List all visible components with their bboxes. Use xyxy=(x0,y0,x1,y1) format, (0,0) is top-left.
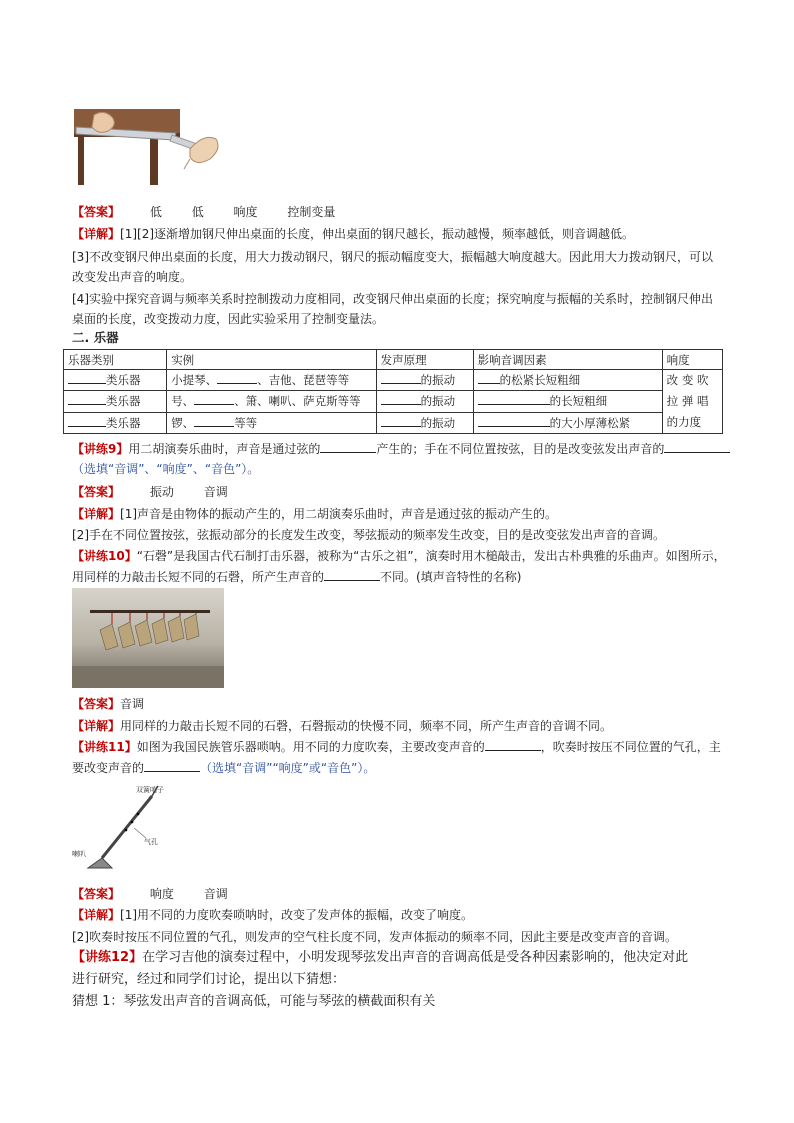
question-11-line2 xyxy=(72,760,375,776)
answer-item: 音调 xyxy=(203,485,228,499)
detail-row-10 xyxy=(72,718,612,734)
table-header: 实例 xyxy=(167,350,376,370)
detail-row-11 xyxy=(72,907,473,923)
suona-figure xyxy=(72,782,192,874)
detail-text: [2]吹奏时按压不同位置的气孔，则发声的空气柱长度不同，发声体振动的频率不同，因此主要是改变声音的音调。 xyxy=(72,930,678,944)
question-text: 产生的；手在不同位置按弦，目的是改变弦发出声音的 xyxy=(376,442,665,456)
detail-text: [4]实验中探究音调与频率关系时控制拨动力度相同，改变钢尺伸出桌面的长度；探究响度与振幅的关系时，控制钢尺伸出桌面的长度，改变拨动力度，因此实验采用了控制变量法。 xyxy=(72,292,714,326)
detail-label: 【详解】 xyxy=(72,227,121,241)
table-cell: 改 变 吹 xyxy=(666,373,709,387)
table-header: 影响音调因素 xyxy=(473,350,662,370)
detail-label: 【详解】 xyxy=(72,719,121,733)
question-text: 用二胡演奏乐曲时，声音是通过弦的 xyxy=(128,442,321,456)
question-options: （选填“音调”“响度”或“音色”）。 xyxy=(200,761,376,775)
table-cell: 锣、 xyxy=(171,415,195,430)
answer-item: 控制变量 xyxy=(287,205,336,219)
answer-label: 【答案】 xyxy=(72,887,121,901)
table-header-row xyxy=(64,350,723,370)
detail-row-9 xyxy=(72,506,557,522)
question-text: “石磬”是我国古代石制打击乐器，被称为“古乐之祖”，演奏时用木槌敲击，发出古朴典雅的乐曲声。如图所示， xyxy=(136,549,726,563)
question-options: （选填“音调”、“响度”、“音色”）。 xyxy=(72,462,260,476)
detail-text: [2]手在不同位置按弦，弦振动部分的长度发生改变，琴弦振动的频率发生改变，目的是改变弦发出声音的音调。 xyxy=(72,528,666,542)
answer-row-10 xyxy=(72,696,144,712)
table-cell: 的振动 xyxy=(420,394,456,409)
table-cell: 类乐器 xyxy=(106,415,141,430)
table-header: 响度 xyxy=(662,350,722,370)
question-11 xyxy=(72,739,721,755)
table-cell: 的力度 xyxy=(666,415,702,429)
question-12 xyxy=(72,950,688,966)
answer-item: 低 xyxy=(191,205,204,219)
question-text: 如图为我国民族管乐器唢呐。用不同的力度吹奏，主要改变声音的 xyxy=(136,740,485,754)
table-cell: 的长短粗细 xyxy=(549,394,608,409)
answer-row-9 xyxy=(72,484,228,500)
answer-label: 【答案】 xyxy=(72,205,121,219)
detail-text: 用同样的力敲击长短不同的石磬，石磬振动的快慢不同，频率不同，所产生声音的音调不同。 xyxy=(120,719,613,733)
section-title: 二. 乐器 xyxy=(72,330,119,345)
answer-item: 响度 xyxy=(149,887,174,901)
stone-chime-photo xyxy=(72,588,224,688)
table-cell: 的振动 xyxy=(420,415,456,430)
figure-label: 喇叭 xyxy=(72,850,86,858)
table-cell: 的大小厚薄松紧 xyxy=(549,415,631,430)
table-cell: 类乐器 xyxy=(106,373,141,388)
question-text: ，吹奏时按压不同位置的气孔，主 xyxy=(540,740,721,754)
detail-text: [3]不改变钢尺伸出桌面的长度，用大力拨动钢尺，钢尺的振动幅度变大，振幅越大响度越大。因此用大力拨动钢尺，可以改变发出声音的响度。 xyxy=(72,250,714,284)
answer-row-11 xyxy=(72,886,228,902)
table-row xyxy=(64,370,723,391)
table-header: 发声原理 xyxy=(376,350,473,370)
table-cell: 号、 xyxy=(171,394,195,409)
answer-item: 响度 xyxy=(233,205,258,219)
table-cell: 、箫、喇叭、萨克斯等等 xyxy=(234,394,361,409)
detail-text: [1][2]逐渐增加钢尺伸出桌面的长度，伸出桌面的钢尺越长，振动越慢，频率越低，则音调越低。 xyxy=(120,227,635,241)
detail-label: 【详解】 xyxy=(72,507,121,521)
detail-row-1 xyxy=(72,226,634,242)
question-text: 在学习吉他的演奏过程中，小明发现琴弦发出声音的音调高低是受各种因素影响的，他决定对此 xyxy=(142,950,689,965)
table-cell: 的振动 xyxy=(420,373,456,388)
ruler-table-figure xyxy=(72,107,222,187)
table-header: 乐器类别 xyxy=(64,350,167,370)
table-cell: 等等 xyxy=(234,415,258,430)
figure-label: 气孔 xyxy=(144,838,158,846)
question-label: 【讲练9】 xyxy=(72,442,129,456)
answer-item: 振动 xyxy=(149,485,174,499)
detail-text: [1]声音是由物体的振动产生的，用二胡演奏乐曲时，声音是通过弦的振动产生的。 xyxy=(120,507,558,521)
question-9 xyxy=(72,441,730,457)
answer-item: 低 xyxy=(149,205,162,219)
table-cell: 的松紧长短粗细 xyxy=(499,373,581,388)
instrument-table xyxy=(63,349,723,434)
question-text: 进行研究，经过和同学们讨论，提出以下猜想： xyxy=(72,972,346,987)
detail-text: [1]用不同的力度吹奏唢呐时，改变了发声体的振幅，改变了响度。 xyxy=(120,908,474,922)
question-10-line2 xyxy=(72,569,521,585)
question-10 xyxy=(72,548,726,564)
table-cell: 、吉他、琵琶等等 xyxy=(257,373,350,388)
answer-item: 音调 xyxy=(120,697,145,711)
table-cell: 小提琴、 xyxy=(171,373,218,388)
question-text: 用同样的力敲击长短不同的石磬，所产生声音的 xyxy=(72,570,325,584)
guess-text: 猜想 1：琴弦发出声音的音调高低，可能与琴弦的横截面积有关 xyxy=(72,994,436,1009)
table-row xyxy=(64,412,723,433)
detail-label: 【详解】 xyxy=(72,908,121,922)
figure-label: 双簧哨子 xyxy=(136,786,164,794)
question-text: 要改变声音的 xyxy=(72,761,145,775)
question-label: 【讲练12】 xyxy=(72,950,143,965)
answer-label: 【答案】 xyxy=(72,697,121,711)
table-row xyxy=(64,391,723,412)
answer-row-1 xyxy=(72,204,335,220)
question-label: 【讲练10】 xyxy=(72,549,137,563)
answer-label: 【答案】 xyxy=(72,485,121,499)
answer-item: 音调 xyxy=(203,887,228,901)
table-cell: 拉 弹 唱 xyxy=(666,394,709,408)
question-text: 不同。(填声音特性的名称) xyxy=(380,570,522,584)
table-cell: 类乐器 xyxy=(106,394,141,409)
question-label: 【讲练11】 xyxy=(72,740,137,754)
